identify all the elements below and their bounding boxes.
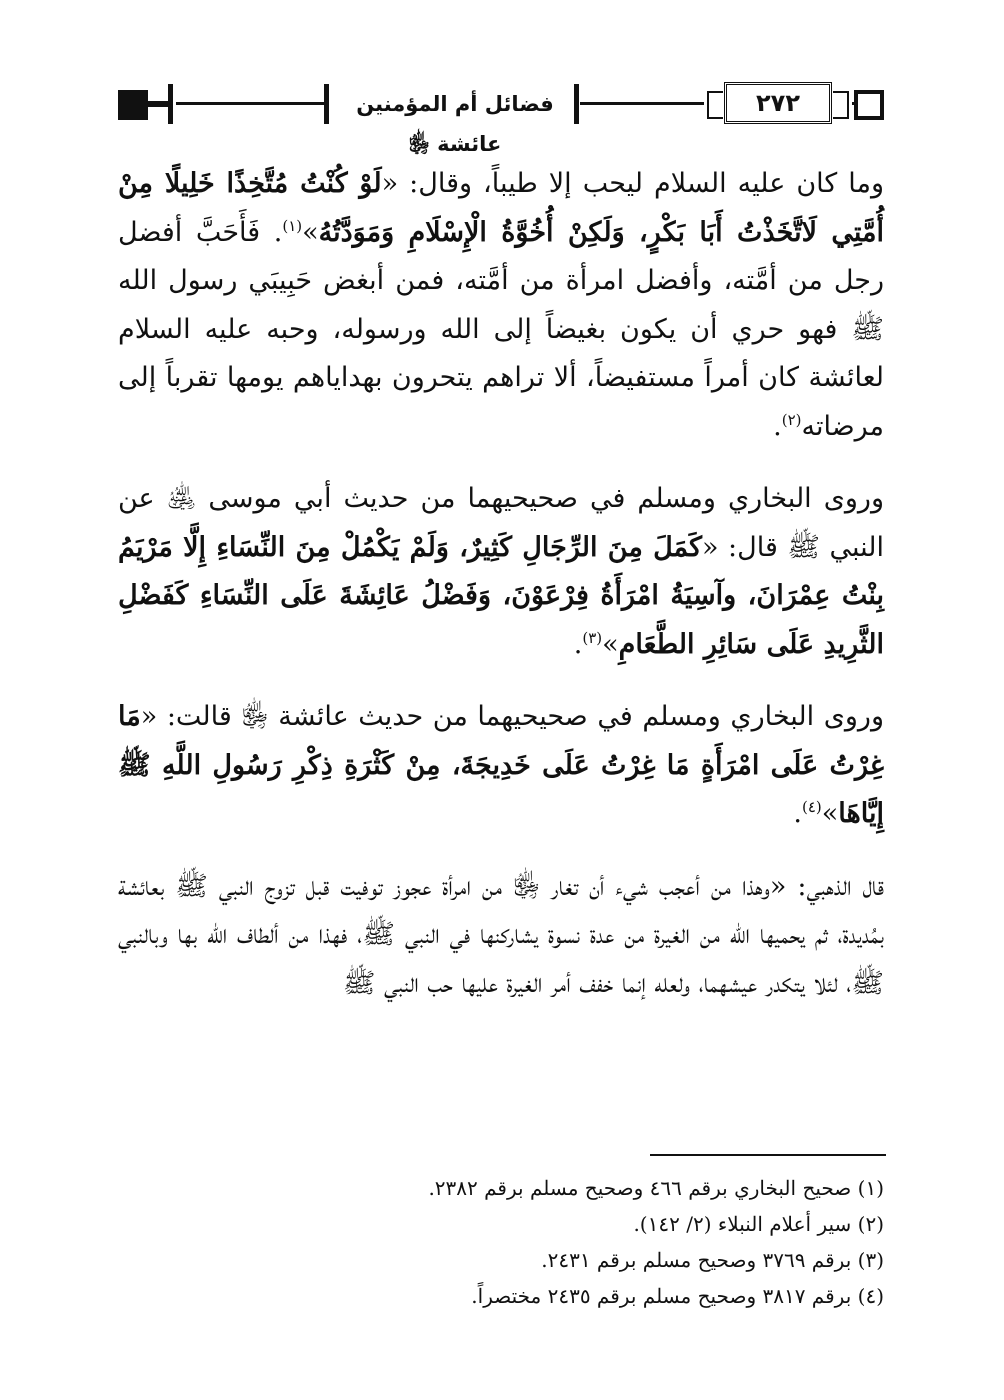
header-bar-ornament [324, 84, 329, 124]
text-run: . [793, 798, 802, 829]
text-run: . [573, 628, 583, 660]
footnote: (١) صحيح البخاري برقم ٤٦٦ وصحيح مسلم برقم ٢٣٨٢. [428, 1176, 884, 1200]
text-run: » [302, 216, 319, 248]
header-left-square-ornament [118, 90, 148, 120]
footnote-ref: (١) [282, 216, 303, 235]
hadith-quote: مَا غِرْتُ عَلَى امْرَأَةٍ مَا غِرْتُ عَلَى خَدِيجَةَ، مِنْ كَثْرَةِ ذِكْرِ رَسُولِ اللَّهِ ﷺ إِيَّاهَا [118, 701, 884, 829]
hadith-quote: لَوْ كُنْتُ مُتَّخِذًا خَلِيلًا مِنْ أُمَّتِي لَاتَّخَذْتُ أَبَا بَكْرٍ، وَلَكِنْ أُخُوَّةُ الْإِسْلَامِ وَمَوَدَّتُهُ [118, 168, 884, 248]
paragraph [118, 160, 884, 451]
header-rule [176, 102, 328, 105]
text-run: . [773, 410, 782, 442]
text-run: وما كان عليه السلام ليحب إلا طيباً، وقال: « [381, 168, 884, 199]
footnote-separator [650, 1154, 886, 1156]
header-right-square-ornament [854, 90, 884, 120]
hadith-quote: كَمَلَ مِنَ الرِّجَالِ كَثِيرٌ، وَلَمْ يَكْمُلْ مِنَ النِّسَاءِ إِلَّا مَرْيَمُ بِنْتُ عِمْرَانَ، وآسِيَةُ امْرَأَةُ فِرْعَوْنَ، وَفَضْلُ عَائِشَةَ عَلَى النِّسَاءِ كَفَضْلِ الثَّرِيدِ عَلَى سَائِرِ الطَّعَامِ [118, 531, 884, 660]
page-header [118, 82, 884, 156]
header-bar-ornament [168, 84, 173, 124]
footnote: (٢) سير أعلام النبلاء (٢/ ١٤٢). [633, 1212, 884, 1236]
footnote-ref: (٣) [582, 628, 603, 647]
text-run: » [821, 798, 839, 829]
text-run: . فَأَحَبَّ أفضل رجل من أمَّته، وأفضل امرأة من أمَّته، فمن أبغض حَبِيبَي رسول الله ﷺ فهو حري أن يكون بغيضاً إلى الله ورسوله، وحبه عليه السلام لعائشة كان أمراً مستفيضاً، ألا تراهم يتحرون بهداياهم يومها تقرباً إلى مرضاته [118, 216, 884, 442]
paragraph [118, 863, 884, 1009]
text-run: قال الذهبي: «وهذا من أعجب شيء أن تغار ﵂ من امرأة عجوز توفيت قبل تزوج النبي ﷺ بعائشة بمُديدة، ثم يحميها الله من الغيرة من عدة نسوة يشاركنها في النبي ﷺ، فهذا من ألطاف الله بها وبالنبي ﷺ، لئلا يتكدر عيشهما، ولعله إنما خفف أمر الغيرة عليها حب النبي ﷺ [118, 870, 884, 999]
footnote: (٣) برقم ٣٧٦٩ وصحيح مسلم برقم ٢٤٣١. [541, 1248, 884, 1272]
paragraph [118, 475, 884, 669]
footnote-ref: (٢) [781, 410, 802, 429]
footnote: (٤) برقم ٣٨١٧ وصحيح مسلم برقم ٢٤٣٥ مختصراً. [471, 1284, 884, 1308]
text-run: وروى البخاري ومسلم في صحيحيهما من حديث عائشة ﵂ قالت: « [140, 701, 884, 732]
paragraph [118, 693, 884, 839]
text-run: وروى البخاري ومسلم في صحيحيهما من حديث أبي موسى ﵁ عن النبي ﷺ قال: « [118, 483, 884, 563]
page-number: ٢٧٢ [724, 82, 832, 124]
header-rule [580, 102, 704, 105]
footnote-ref: (٤) [801, 798, 822, 816]
text-run: » [602, 628, 619, 660]
main-text [118, 160, 884, 1032]
header-bar-ornament [574, 84, 579, 124]
header-rule [148, 101, 168, 107]
running-title: فضائل أم المؤمنين عائشة ﵂ [356, 92, 554, 156]
footnotes [118, 1170, 884, 1314]
